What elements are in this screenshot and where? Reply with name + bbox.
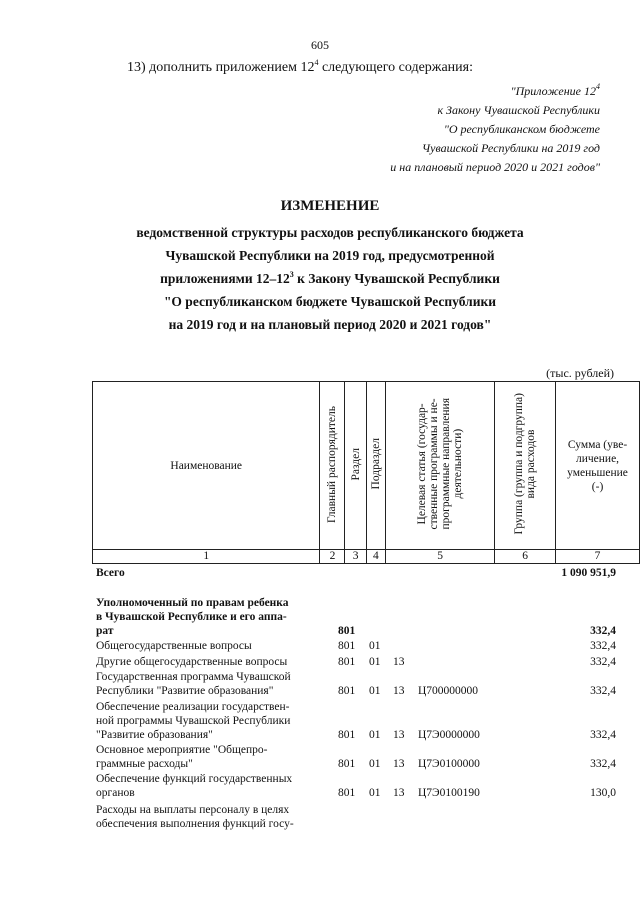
header-chief bbox=[320, 382, 345, 550]
row-subsection: 13 bbox=[393, 685, 405, 697]
title-line-1: ведомственной структуры расходов республиканского бюджета bbox=[136, 225, 524, 240]
row-name: Другие общегосударственные вопросы bbox=[96, 656, 288, 668]
row-sum: 332,4 bbox=[590, 625, 616, 637]
col-number-7: 7 bbox=[556, 550, 640, 564]
row-sum: 332,4 bbox=[590, 729, 616, 741]
appendix-line-1-text: "Приложение 12 bbox=[510, 84, 596, 98]
intro-sup: 4 bbox=[314, 58, 319, 67]
col-number-4: 4 bbox=[366, 550, 385, 564]
appendix-reference bbox=[390, 82, 600, 177]
row-section: 01 bbox=[369, 758, 381, 770]
title-line-3-before: приложениями 12–12 bbox=[160, 271, 290, 286]
row-subsection: 13 bbox=[393, 787, 405, 799]
row-target: Ц7Э0100000 bbox=[418, 758, 480, 770]
col-number-6: 6 bbox=[495, 550, 556, 564]
appendix-line-1 bbox=[390, 82, 600, 101]
row-name: Расходы на выплаты персоналу в целях обеспечения выполнения функций госу- bbox=[96, 804, 294, 830]
row-sum: 130,0 bbox=[590, 787, 616, 799]
col-number-3: 3 bbox=[345, 550, 366, 564]
row-subsection: 13 bbox=[393, 656, 405, 668]
table-row bbox=[96, 772, 616, 800]
header-sum bbox=[556, 382, 640, 550]
appendix-line-1-sup: 4 bbox=[596, 82, 600, 91]
col-number-5: 5 bbox=[386, 550, 495, 564]
row-section: 01 bbox=[369, 685, 381, 697]
row-sum: 332,4 bbox=[590, 656, 616, 668]
table-row bbox=[96, 700, 616, 742]
row-name: Всего bbox=[96, 567, 125, 579]
title-line-3-after: к Закону Чувашской Республики bbox=[293, 271, 500, 286]
appendix-line-4: Чувашской Республики на 2019 год bbox=[421, 141, 600, 155]
table-row bbox=[96, 743, 616, 771]
row-subsection: 13 bbox=[393, 758, 405, 770]
intro-after: следующего содержания: bbox=[318, 60, 473, 75]
intro-before: 13) дополнить приложением 12 bbox=[127, 60, 315, 75]
table-header bbox=[92, 381, 640, 564]
header-name: Наименование bbox=[93, 382, 320, 550]
row-sum: 332,4 bbox=[590, 758, 616, 770]
row-name: Государственная программа Чувашской Республики "Развитие образования" bbox=[96, 671, 291, 697]
units-label: (тыс. рублей) bbox=[546, 366, 614, 380]
row-sum: 1 090 951,9 bbox=[561, 567, 616, 579]
row-target: Ц7Э0000000 bbox=[418, 729, 480, 741]
row-sum: 332,4 bbox=[590, 685, 616, 697]
table-row bbox=[96, 655, 616, 669]
appendix-line-5: и на плановый период 2020 и 2021 годов" bbox=[390, 160, 600, 174]
row-name: Общегосударственные вопросы bbox=[96, 640, 252, 652]
row-chief: 801 bbox=[338, 787, 356, 799]
row-subsection: 13 bbox=[393, 729, 405, 741]
title-line-3 bbox=[0, 267, 640, 290]
row-name: Уполномоченный по правам ребенка в Чувашской Республике и его аппа- рат bbox=[96, 597, 289, 637]
row-name: Обеспечение функций государственных органов bbox=[96, 773, 293, 799]
column-numbers-row bbox=[93, 550, 640, 564]
title-heading: ИЗМЕНЕНИЕ bbox=[280, 198, 380, 214]
header-subsection bbox=[366, 382, 385, 550]
appendix-line-2: к Закону Чувашской Республики bbox=[437, 103, 600, 117]
title-line-4: "О республиканском бюджете Чувашской Республики bbox=[163, 294, 497, 309]
row-name: Основное мероприятие "Общепро- граммные расходы" bbox=[96, 744, 268, 770]
header-group-text: Группа (группа и подгруппа) вида расходов bbox=[513, 393, 538, 535]
header-subsection-text: Подраздел bbox=[369, 438, 382, 490]
col-number-1: 1 bbox=[93, 550, 320, 564]
row-chief: 801 bbox=[338, 625, 356, 637]
row-chief: 801 bbox=[338, 685, 356, 697]
title-line-5: на 2019 год и на плановый период 2020 и 2021 годов" bbox=[168, 317, 492, 332]
table-row bbox=[96, 803, 616, 831]
header-group bbox=[495, 382, 556, 550]
title-line-3-sup: 3 bbox=[289, 270, 294, 279]
intro-text bbox=[127, 60, 473, 76]
row-section: 01 bbox=[369, 729, 381, 741]
header-section bbox=[345, 382, 366, 550]
row-chief: 801 bbox=[338, 729, 356, 741]
row-sum: 332,4 bbox=[590, 640, 616, 652]
table-row bbox=[96, 596, 616, 638]
row-chief: 801 bbox=[338, 656, 356, 668]
row-section: 01 bbox=[369, 787, 381, 799]
row-section: 01 bbox=[369, 656, 381, 668]
page-number: 605 bbox=[311, 38, 329, 52]
title-line-2: Чувашской Республики на 2019 год, предусмотренной bbox=[165, 248, 495, 263]
header-chief-text: Главный распорядитель bbox=[326, 405, 339, 523]
table-row bbox=[96, 639, 616, 653]
appendix-line-3: "О республиканском бюджете bbox=[443, 122, 600, 136]
header-target-text: Целевая статья (государ- ственные программы и не- программные направления деятельности) bbox=[416, 398, 465, 530]
row-target: Ц7Э0100190 bbox=[418, 787, 480, 799]
header-target bbox=[386, 382, 495, 550]
header-section-text: Раздел bbox=[349, 447, 362, 481]
header-sum-text: Сумма (уве- личение, уменьшение (-) bbox=[567, 438, 628, 493]
document-title bbox=[0, 198, 640, 336]
table-row-total bbox=[96, 566, 616, 580]
row-section: 01 bbox=[369, 640, 381, 652]
table-row bbox=[96, 670, 616, 698]
row-name: Обеспечение реализации государствен- ной программы Чувашской Республики "Развитие образования" bbox=[96, 701, 291, 741]
col-number-2: 2 bbox=[320, 550, 345, 564]
row-chief: 801 bbox=[338, 758, 356, 770]
row-target: Ц700000000 bbox=[418, 685, 479, 697]
row-chief: 801 bbox=[338, 640, 356, 652]
